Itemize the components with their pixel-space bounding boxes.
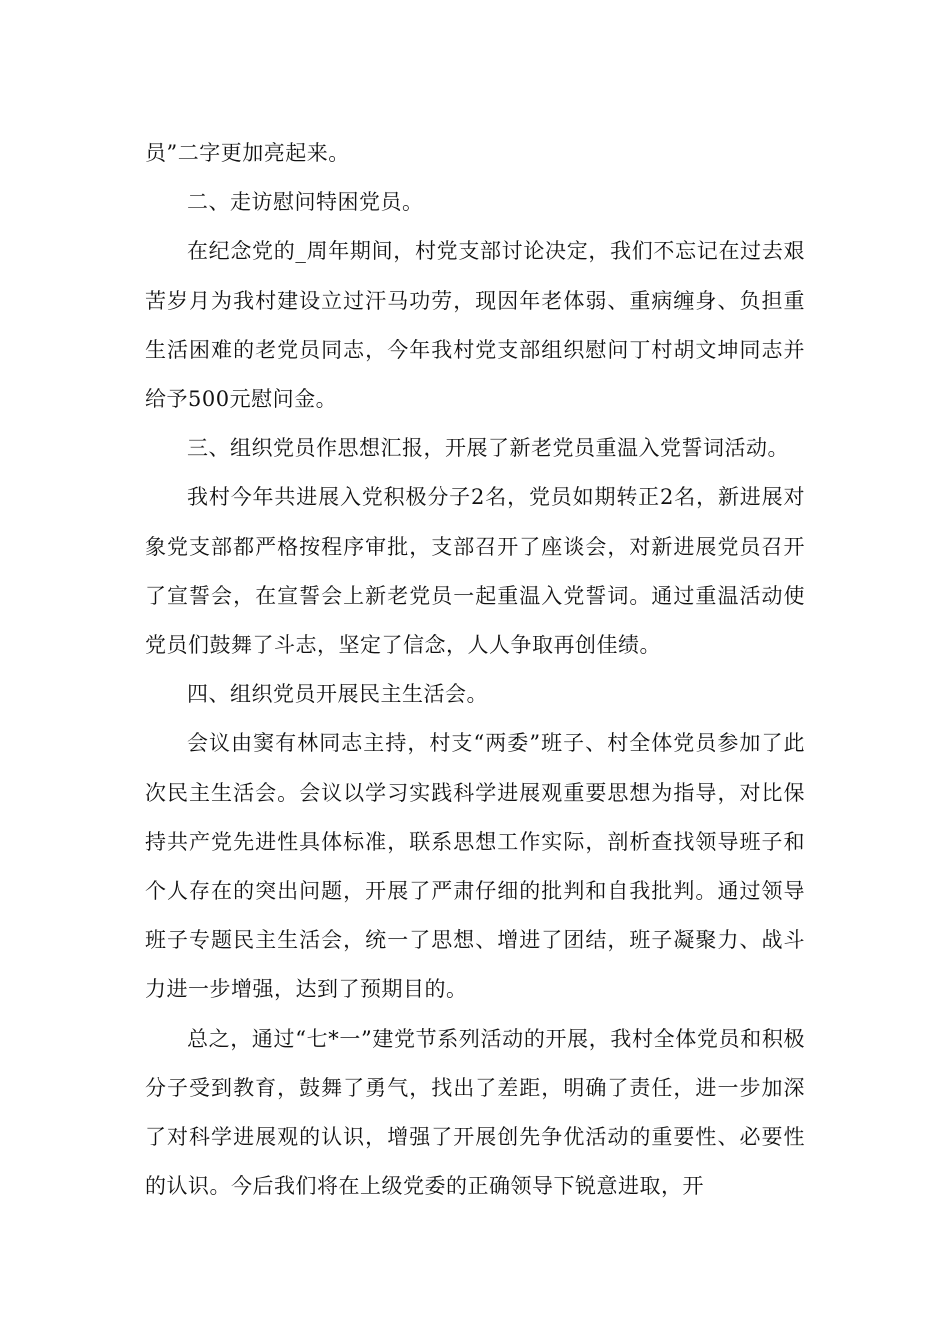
section-heading-oath: 三、组织党员作思想汇报，开展了新老党员重温入党誓词活动。 (187, 436, 789, 461)
paragraph-meeting: 会议由窦有林同志主持，村支“两委”班子、村全体党员参加了此次民主生活会。会议以学习实践科学进展观重要思想为指导，对比保持共产党先进性具体标准，联系思想工作实际，剖析查找领导班子和个人存在的突出问题，开展了严肃仔细的批判和自我批判。通过领导班子专题民主生活会，统一了思想、增进了团结，班子凝聚力、战斗力进一步增强，达到了预期目的。 (145, 731, 805, 1002)
paragraph-visit: 在纪念党的_周年期间，村党支部讨论决定，我们不忘记在过去艰苦岁月为我村建设立过汗马功劳，现因年老体弱、重病缠身、负担重生活困难的老党员同志，今年我村党支部组织慰问丁村胡文坤同志并给予500元慰问金。 (145, 239, 805, 412)
paragraph-summary: 总之，通过“七*一”建党节系列活动的开展，我村全体党员和积极分子受到教育，鼓舞了勇气，找出了差距，明确了责任，进一步加深了对科学进展观的认识，增强了开展创先争优活动的重要性、必要性的认识。今后我们将在上级党委的正确领导下锐意进取，开 (145, 1026, 805, 1199)
section-heading-visit: 二、走访慰问特困党员。 (187, 190, 424, 215)
paragraph-continuation: 员”二字更加亮起来。 (145, 141, 350, 165)
paragraph-oath: 我村今年共进展入党积极分子2名，党员如期转正2名，新进展对象党支部都严格按程序审批，支部召开了座谈会，对新进展党员召开了宣誓会，在宣誓会上新老党员一起重温入党誓词。通过重温活动使党员们鼓舞了斗志，坚定了信念，人人争取再创佳绩。 (145, 485, 805, 658)
section-heading-meeting: 四、组织党员开展民主生活会。 (187, 682, 488, 707)
document-body (145, 129, 805, 1211)
